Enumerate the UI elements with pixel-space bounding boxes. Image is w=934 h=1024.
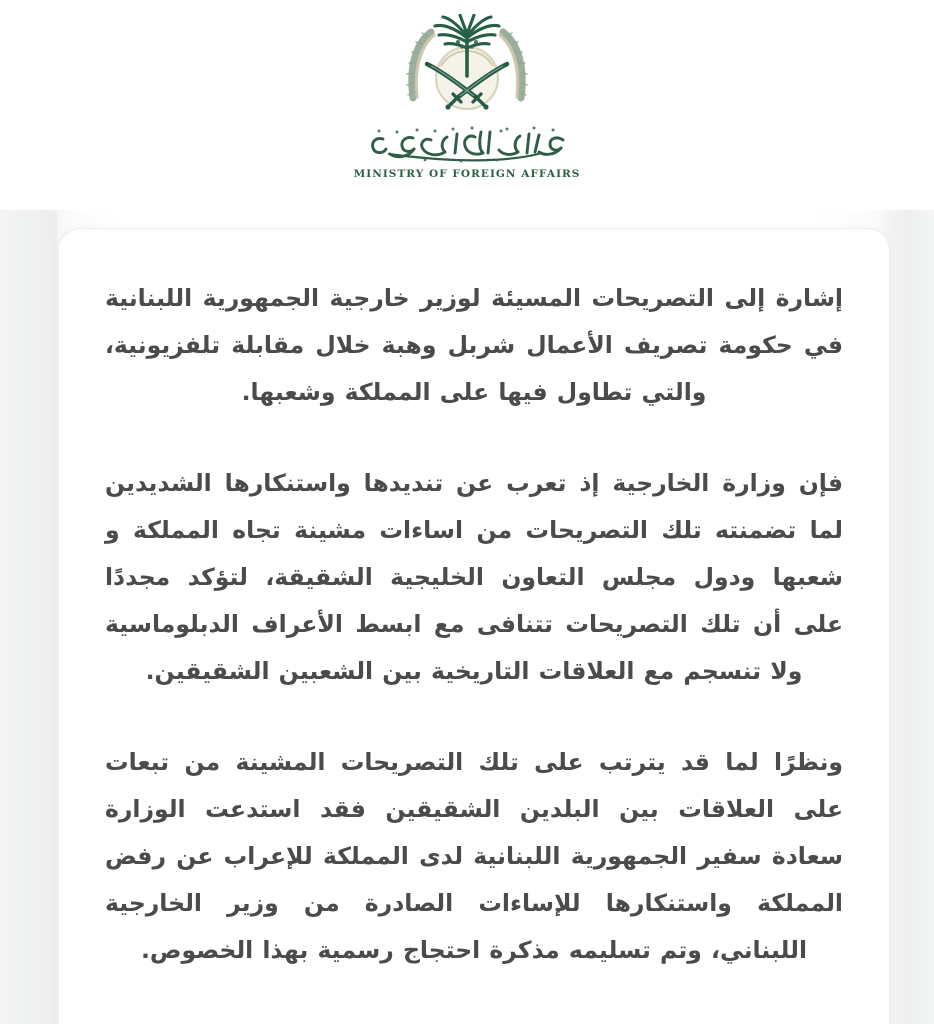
document-header xyxy=(0,0,934,210)
statement-card xyxy=(58,228,890,1024)
statement-paragraph-1: إشارة إلى التصريحات المسيئة لوزير خارجية الجمهورية اللبنانية في حكومة تصريف الأعمال شربل وهبة خلال مقابلة تلفزيونية، والتي تطاول فيها على المملكة وشعبها. xyxy=(105,284,843,406)
logo-english-label: MINISTRY OF FOREIGN AFFAIRS xyxy=(353,168,581,180)
statement-paragraph-2: فإن وزارة الخارجية إذ تعرب عن تنديدها واستنكارها الشديدين لما تضمنته تلك التصريحات من اساءات مشينة تجاه المملكة و شعبها ودول مجلس التعاون الخليجية الشقيقة، لتؤكد مجددًا على أن تلك التصريحات تتنافى مع ابسط الأعراف الدبلوماسية ولا تنسجم مع العلاقات التاريخية بين الشعبين الشقيقين. xyxy=(105,469,843,685)
statement-paragraph-3: ونظرًا لما قد يترتب على تلك التصريحات المشينة من تبعات على العلاقات بين البلدين الشقيقين فقد استدعت الوزارة سعادة سفير الجمهورية اللبنانية لدى المملكة للإعراب عن رفض المملكة واستنكارها للإساءات الصادرة من وزير الخارجية اللبناني، وتم تسليمه مذكرة احتجاج رسمية بهذا الخصوص. xyxy=(105,748,843,964)
saudi-national-emblem-icon xyxy=(387,14,547,118)
statement-text xyxy=(105,275,843,974)
logo-arabic-calligraphy xyxy=(357,122,577,166)
